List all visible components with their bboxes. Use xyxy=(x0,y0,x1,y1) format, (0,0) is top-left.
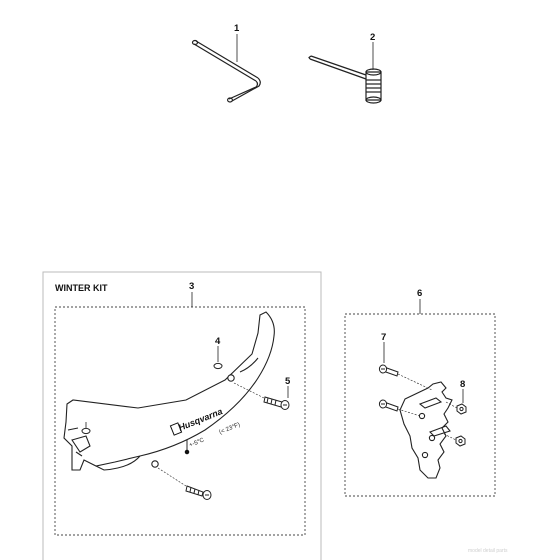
callout-3: 3 xyxy=(189,281,195,292)
temperature-fahrenheit: (< 23°F) xyxy=(218,422,242,436)
callout-1: 1 xyxy=(234,23,240,34)
brand-logo-text: Husqvarna xyxy=(177,406,224,433)
callout-7: 7 xyxy=(381,332,387,343)
thermometer-icon xyxy=(185,440,189,454)
watermark-text: model detail parts xyxy=(468,548,508,554)
callout-4: 4 xyxy=(215,336,221,347)
callout-8: 8 xyxy=(460,379,466,390)
combination-wrench-part-2 xyxy=(309,56,381,103)
callout-6: 6 xyxy=(417,288,423,299)
winter-guard-part-3 xyxy=(64,312,274,470)
callout-2: 2 xyxy=(370,32,376,43)
temperature-celsius: +-5°C xyxy=(188,437,206,449)
winter-kit-title: WINTER KIT xyxy=(55,283,108,293)
allen-key-part-1 xyxy=(193,41,261,103)
nut-part-8 xyxy=(456,404,466,446)
callout-5: 5 xyxy=(285,376,291,387)
bolt-part-7 xyxy=(379,365,398,411)
bumper-spike-part-6 xyxy=(400,382,452,478)
